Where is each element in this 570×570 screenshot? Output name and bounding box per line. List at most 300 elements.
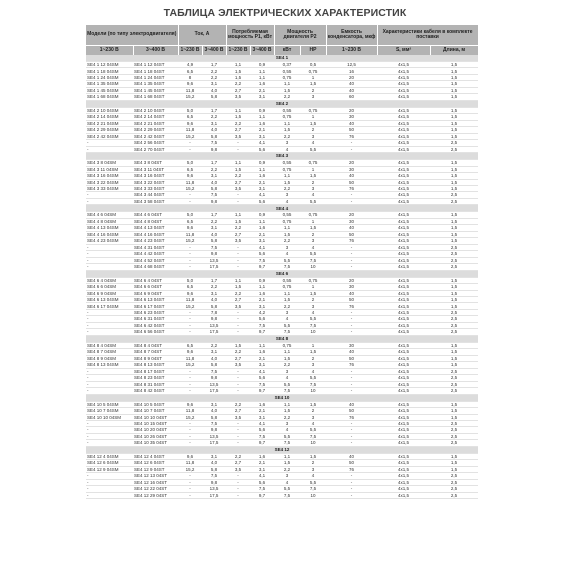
table-cell: 1 [300,342,326,348]
table-cell: 4,9 [178,62,202,68]
table-cell: 17,5 [202,388,226,394]
table-cell: SE4 12 16 04ST [133,479,178,485]
table-cell: 0,75 [274,218,300,224]
table-cell: 15,2 [178,94,202,100]
table-cell: 1,7 [202,107,226,113]
table-cell: SE4 6 17 04ST [133,303,178,309]
table-cell: - [326,316,377,322]
subheader-cell: S, мм² [377,46,430,56]
table-cell: 4 [300,368,326,374]
table-cell: 2,5 [430,198,478,204]
table-cell: 0,75 [274,166,300,172]
table-cell: SE4 10 7 04ST [133,408,178,414]
subheader-cell: HP [300,46,326,56]
table-cell: 4х1,5 [377,368,430,374]
table-cell: - [86,368,133,374]
table-cell: 1,5 [430,133,478,139]
section-title: SE4 3 [86,153,478,160]
table-cell: 15,2 [178,414,202,420]
table-cell: 2,5 [430,192,478,198]
table-cell: 1,5 [430,94,478,100]
table-cell: 1,5 [300,290,326,296]
table-cell: - [178,427,202,433]
table-cell: 7,5 [250,486,274,492]
table-cell: - [326,251,377,257]
table-cell: 2,5 [430,473,478,479]
subheader-cell: 1~230 В [226,46,250,56]
table-cell: - [226,146,250,152]
table-cell: 2,1 [250,355,274,361]
section-title: SE4 4 [86,205,478,212]
table-cell: 5,5 [300,479,326,485]
table-cell: - [226,381,250,387]
table-cell: 1,5 [430,179,478,185]
table-cell: - [178,192,202,198]
table-cell: 7,8 [202,309,226,315]
table-cell: 1,5 [430,114,478,120]
table-cell: 7,5 [202,192,226,198]
table-cell: 0,37 [274,62,300,68]
table-cell: 1,1 [274,349,300,355]
table-cell: SE4 4 23 04SM [86,238,133,244]
table-cell: 4х1,5 [377,218,430,224]
table-cell: 7,5 [274,388,300,394]
table-cell: 4х1,5 [377,420,430,426]
table-cell: 9,6 [178,81,202,87]
table-cell: 9,8 [202,251,226,257]
table-cell: - [226,309,250,315]
table-cell: 6,5 [178,166,202,172]
table-cell: 7,5 [300,486,326,492]
table-cell: 3 [274,192,300,198]
table-cell: 1,1 [250,166,274,172]
table-cell: 0,55 [274,212,300,218]
electrical-characteristics-table [86,25,479,499]
table-cell: 2,2 [226,120,250,126]
section-title: SE4 6 [86,270,478,277]
table-cell: 5,6 [250,479,274,485]
table-cell: - [326,486,377,492]
table-cell: 4 [274,146,300,152]
table-cell: - [178,486,202,492]
table-cell: 4,0 [202,460,226,466]
table-cell: - [178,257,202,263]
table-cell: SE4 3 8 04ST [133,160,178,166]
table-cell: 4х1,5 [377,381,430,387]
table-cell: - [326,375,377,381]
table-cell: SE4 3 44 04ST [133,192,178,198]
table-cell: - [86,146,133,152]
table-cell: 4х1,5 [377,62,430,68]
table-cell: 15,2 [178,466,202,472]
table-cell: - [86,316,133,322]
table-cell: SE4 8 13 04ST [133,362,178,368]
table-cell: 4х1,5 [377,408,430,414]
table-cell: 4х1,5 [377,375,430,381]
table-cell: 1,7 [202,212,226,218]
table-cell: 17,5 [202,440,226,446]
table-cell: 2,5 [430,264,478,270]
table-cell: 2,5 [430,368,478,374]
table-cell: 2,5 [430,322,478,328]
table-cell: - [178,368,202,374]
table-cell: 1,5 [430,362,478,368]
table-cell: 0,55 [274,277,300,283]
table-cell: - [86,309,133,315]
table-cell: SE4 6 42 04ST [133,322,178,328]
table-cell: 4х1,5 [377,297,430,303]
table-cell: 4х1,5 [377,160,430,166]
table-cell: 6,5 [178,218,202,224]
table-cell: 3,5 [226,238,250,244]
table-cell: 9,8 [202,375,226,381]
table-cell: 2 [300,179,326,185]
table-cell: SE4 10 10 04SM [86,414,133,420]
header-models: Модели (по типу электродвигателя) [86,25,178,46]
subheader-cell: 1~230 В [86,46,133,56]
table-cell: - [86,251,133,257]
table-cell: 1,5 [430,185,478,191]
table-cell: 2,5 [430,440,478,446]
table-cell: - [86,427,133,433]
table-cell: 1,1 [274,81,300,87]
table-cell: 1,5 [430,173,478,179]
table-cell: 4х1,5 [377,303,430,309]
table-cell: 7,5 [202,420,226,426]
table-cell: 1,1 [274,290,300,296]
table-cell: 0,9 [250,212,274,218]
table-cell: SE4 1 45 04SM [86,87,133,93]
table-cell: 1,7 [202,62,226,68]
table-cell: 4х1,5 [377,107,430,113]
table-cell: 40 [326,87,377,93]
table-cell: SE4 4 42 04ST [133,251,178,257]
table-cell: SE4 10 5 04ST [133,401,178,407]
table-cell: 6,5 [178,284,202,290]
table-cell: - [86,433,133,439]
table-cell: 1,6 [250,401,274,407]
header-capacitor: Емкость конденсатора, мкф [326,25,377,46]
table-cell: 1,5 [430,225,478,231]
table-cell: 5,8 [202,303,226,309]
table-cell: 2,2 [226,81,250,87]
table-cell: 4х1,5 [377,329,430,335]
table-cell: 4,1 [250,192,274,198]
table-cell: SE4 6 23 04ST [133,309,178,315]
table-cell: 5,0 [178,212,202,218]
table-cell: 0,9 [250,107,274,113]
table-cell: 5,6 [250,251,274,257]
table-cell: SE4 1 18 04SM [86,68,133,74]
table-cell: SE4 4 52 04ST [133,257,178,263]
table-cell: - [326,368,377,374]
table-cell: 1,1 [250,284,274,290]
table-cell: 1,1 [274,401,300,407]
table-cell: 4 [274,375,300,381]
table-cell: 7,5 [250,322,274,328]
subheader-cell: 1~230 В [178,46,202,56]
table-cell: - [86,329,133,335]
table-cell: 3,1 [250,94,274,100]
table-cell: 2,2 [226,453,250,459]
table-cell: - [226,427,250,433]
table-cell: 5,5 [300,198,326,204]
table-cell: 2 [300,460,326,466]
table-cell: 30 [326,284,377,290]
table-cell: SE4 1 68 04SM [86,94,133,100]
table-cell: SE4 1 24 04SM [86,74,133,80]
table-cell: SE4 12 22 04ST [133,486,178,492]
table-cell: 3 [300,185,326,191]
table-cell: 2,2 [202,218,226,224]
table-cell: SE4 4 6 04SM [86,212,133,218]
table-cell: 0,75 [300,212,326,218]
table-cell: 2,5 [430,316,478,322]
table-cell: 1,1 [250,218,274,224]
table-cell: 4 [300,140,326,146]
table-cell: SE4 8 4 04ST [133,342,178,348]
table-header [86,25,478,55]
table-cell: 7,5 [202,244,226,250]
table-cell: 5,6 [250,427,274,433]
table-cell: 9,7 [250,440,274,446]
table-cell: 50 [326,408,377,414]
table-cell: 2,2 [274,362,300,368]
table-cell: 1,5 [430,218,478,224]
table-cell: 7,5 [202,368,226,374]
table-cell: SE4 2 14 04SM [86,114,133,120]
table-cell: 2,2 [274,238,300,244]
table-cell: 0,75 [300,160,326,166]
table-cell: 2,2 [274,94,300,100]
table-cell: 15,2 [178,303,202,309]
table-cell: 4х1,5 [377,81,430,87]
table-cell: 30 [326,166,377,172]
section-header-row [86,270,478,277]
table-cell: - [86,264,133,270]
table-cell: 9,6 [178,120,202,126]
table-cell: 1,6 [250,120,274,126]
table-cell: SE4 4 8 04SM [86,218,133,224]
table-cell: 9,6 [178,401,202,407]
table-cell: 1,5 [430,160,478,166]
table-cell: - [178,440,202,446]
table-cell: 1,5 [226,218,250,224]
table-cell: 10 [300,440,326,446]
table-cell: - [226,316,250,322]
table-cell: SE4 2 42 04ST [133,133,178,139]
table-cell: SE4 3 16 04SM [86,173,133,179]
table-cell: 9,8 [202,146,226,152]
table-cell: - [178,420,202,426]
table-cell: 4х1,5 [377,309,430,315]
table-cell: 3,5 [226,303,250,309]
table-cell: 4х1,5 [377,264,430,270]
table-cell: 3 [300,133,326,139]
table-cell: 13,5 [202,486,226,492]
table-cell: 4,0 [202,231,226,237]
table-cell: 1,6 [250,453,274,459]
table-cell: 7,5 [274,264,300,270]
table-cell: 3,1 [250,362,274,368]
table-cell: 9,8 [202,479,226,485]
subheader-cell: 3~400 В [250,46,274,56]
table-cell: 2,5 [430,479,478,485]
table-cell: SE4 10 35 04ST [133,440,178,446]
table-cell: SE4 3 33 04SM [86,185,133,191]
table-cell: 20 [326,160,377,166]
section-header-row [86,205,478,212]
table-cell: - [326,192,377,198]
table-cell: 1,1 [226,160,250,166]
table-cell: SE4 12 4 04ST [133,453,178,459]
header-p1: Потребляемая мощность P1, кВт [226,25,274,46]
table-cell: 1,5 [226,68,250,74]
table-cell: 2,2 [226,349,250,355]
table-cell: 5,5 [300,146,326,152]
table-cell: - [178,264,202,270]
table-cell: 3,5 [226,362,250,368]
table-cell: 5,6 [250,198,274,204]
table-cell: SE4 2 21 04SM [86,120,133,126]
table-cell: SE4 3 22 04ST [133,179,178,185]
table-cell: - [326,433,377,439]
table-cell: 76 [326,238,377,244]
table-cell: - [326,420,377,426]
table-cell: - [226,440,250,446]
table-cell: 4х1,5 [377,290,430,296]
table-cell: SE4 1 24 04ST [133,74,178,80]
table-cell: 4 [274,479,300,485]
table-cell: 3 [274,244,300,250]
table-cell: 3 [274,140,300,146]
table-cell: 1,5 [300,349,326,355]
table-cell: SE4 4 8 04ST [133,218,178,224]
table-cell: - [178,381,202,387]
table-cell: SE4 12 13 04ST [133,473,178,479]
table-cell: SE4 2 21 04ST [133,120,178,126]
table-cell: 0,75 [300,107,326,113]
table-cell: 1,1 [226,62,250,68]
section-header-row [86,394,478,401]
table-cell: 4,0 [202,297,226,303]
table-cell: 1,5 [430,120,478,126]
table-cell: 1,6 [250,349,274,355]
table-cell: - [226,198,250,204]
table-cell: 0,9 [250,160,274,166]
table-cell: - [326,473,377,479]
table-cell: 2,5 [430,146,478,152]
table-cell: 1,5 [430,414,478,420]
table-cell: 1,5 [274,127,300,133]
table-cell: SE4 3 16 04ST [133,173,178,179]
table-cell: - [86,486,133,492]
table-cell: 3,1 [202,349,226,355]
table-cell: - [326,427,377,433]
table-cell: - [86,322,133,328]
table-cell: - [178,322,202,328]
table-cell: 4х1,5 [377,179,430,185]
table-cell: 5,6 [250,375,274,381]
table-cell: - [178,140,202,146]
table-cell: 3,1 [250,466,274,472]
table-cell: SE4 3 11 04ST [133,166,178,172]
table-cell: - [178,146,202,152]
table-cell: - [226,420,250,426]
table-cell: SE4 12 6 04SM [86,460,133,466]
table-cell: 17,5 [202,264,226,270]
table-cell: 5,5 [300,251,326,257]
table-cell: 2,5 [430,257,478,263]
table-cell: 0,55 [274,160,300,166]
table-cell: - [226,433,250,439]
table-cell: 2,7 [226,231,250,237]
table-cell: 1,5 [430,342,478,348]
table-cell: SE4 3 58 04ST [133,198,178,204]
table-cell: 0,75 [274,284,300,290]
table-cell: SE4 6 13 04SM [86,297,133,303]
table-cell: SE4 1 68 04ST [133,94,178,100]
table-cell: 7,5 [250,433,274,439]
table-cell: - [86,192,133,198]
table-cell: 7,5 [202,473,226,479]
table-cell: 40 [326,453,377,459]
table-cell: 3 [300,414,326,420]
table-cell: 1,1 [226,277,250,283]
table-cell: 2,1 [250,127,274,133]
table-cell: 4х1,5 [377,362,430,368]
table-cell: 4,1 [250,473,274,479]
table-cell: 4х1,5 [377,198,430,204]
table-cell: 2,5 [430,375,478,381]
table-cell: 2,2 [274,414,300,420]
table-cell: 1,5 [430,238,478,244]
table-cell: - [326,388,377,394]
table-cell: 10 [300,388,326,394]
table-cell: 4 [274,251,300,257]
table-cell: 5,8 [202,238,226,244]
table-cell: 9,7 [250,388,274,394]
table-cell: 3,1 [202,453,226,459]
table-cell: 1,5 [430,453,478,459]
table-cell: 4,0 [202,87,226,93]
table-cell: 15,2 [178,133,202,139]
table-cell: - [326,492,377,498]
table-cell: 4 [300,309,326,315]
table-cell: 9,8 [202,198,226,204]
table-cell: SE4 4 68 04ST [133,264,178,270]
table-cell: SE4 8 23 04ST [133,375,178,381]
table-cell: 1,5 [430,212,478,218]
table-cell: 1,5 [430,355,478,361]
table-cell: 1,5 [274,231,300,237]
table-cell: 9,6 [178,225,202,231]
table-cell: - [226,192,250,198]
table-cell: 2,2 [274,185,300,191]
table-cell: 76 [326,466,377,472]
table-cell: SE4 10 10 04ST [133,414,178,420]
table-cell: 4х1,5 [377,120,430,126]
table-cell: 30 [326,114,377,120]
table-cell: 1,5 [274,460,300,466]
table-cell: 3 [300,303,326,309]
table-cell: 12,5 [326,62,377,68]
table-cell: - [178,375,202,381]
table-cell: SE4 4 16 04SM [86,231,133,237]
table-cell: - [178,473,202,479]
table-cell: 3,1 [202,81,226,87]
table-cell: 40 [326,81,377,87]
